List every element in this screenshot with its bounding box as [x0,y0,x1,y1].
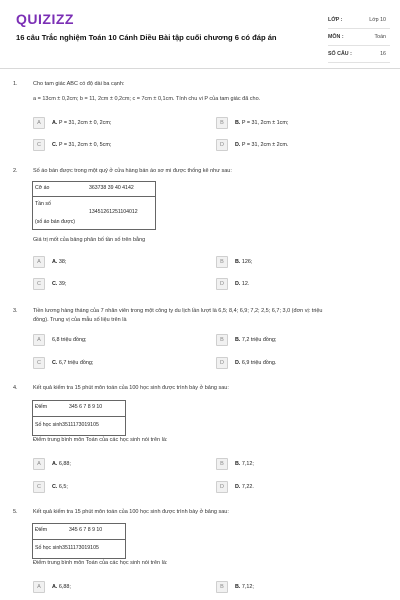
option-a[interactable]: A A. 6,88; [33,580,71,594]
question-number: 1. [13,81,18,87]
question-stem: Kết quả kiểm tra 15 phút môn toán của 100 học sinh được trình bày ở bảng sau: [33,509,229,515]
meta-question-count: SỐ CÂU : 16 [328,46,390,63]
option-letter: D [216,139,228,151]
option-d[interactable]: D D. P = 31, 2cm ± 2cm. [216,138,288,152]
option-c[interactable]: C C. 39; [33,277,66,291]
quizizz-logo: QUIZIZZ [16,11,74,27]
option-letter: D [216,481,228,493]
option-d[interactable]: D D. 12. [216,277,249,291]
option-b[interactable]: B B. 7,2 triệu đồng; [216,333,276,347]
meta-panel [328,12,390,63]
question-stem: Tiền lương hàng tháng của 7 nhân viên trong một công ty du lịch lần lượt là 6,5; 8,4; 6,9; 7,2; 2,5; 6,7; 3,0 (đơn vị: triệu đồng). Trung vị của mẫu số liệu trên là [33,308,323,323]
question-stem: Số áo bán được trong một quý ở cửa hàng bán áo sơ mi được thống kê như sau: [33,168,232,174]
worksheet-page: QUIZIZZ 16 câu Trắc nghiệm Toán 10 Cánh Diều Bài tập cuối chương 6 có đáp án LỚP : Lớp 10 MÔN : Toán SỐ CÂU : 16 1. Cho tam giác ABC có độ dài ba cạnh: a = 13cm ± 0,2cm; b = 11, 2cm ± 0,2cm; c = 7cm ± 0,1cm. Tính chu vi P của tam giác đã cho. A A. P = 31, 2cm ± 0, 2cm; B B. P = 31, 2cm ± 1cm; C C. P = 31, 2cm ± 0, 5cm; D D. P = 31, 2cm ± 2cm. 2. Số áo bán được trong một quý ở cửa hàng bán áo sơ mi được thống kê như sau: Cỡ áo 363738 39 40 4142 Tần số 13451261251104012 (số áo bán được) Giá trị mốt của bảng phân bố tần số trên bằng A A. 38; B B. 126; C C. 39; D D. 12. 3. Tiền lương hàng tháng của 7 nhân viên trong một công ty du lịch lần lượt là 6,5; 8,4; 6,9; 7,2; 2,5; 6,7; 3,0 (đơn vị: triệu đồng). Trung vị của mẫu số liệu trên là A 6,8 triệu đồng; B B. 7,2 triệu đồng; C C. 6,7 triệu đồng; D D. 6,9 triệu đồng. 4. Kết quả kiểm tra 15 phút môn toán của 100 học sinh được trình bày ở bảng sau: Điểm 345 6 7 8 9 10 Số học sinh3511173019105 Điểm trung bình môn Toán của các học sinh nói trên là: A A. 6,88; B B. 7,12; C C. 6,5; D D. 7,22. 5. Kết quả kiểm tra 15 phút môn toán của 100 học sinh được trình bày ở bảng sau: Điểm 345 6 7 8 9 10 Số học sinh3511173019105 Điểm trung bình môn Toán của các học sinh nói trên là: A A. 6,88; B B. 7,12; [0,0,400,600]
option-b[interactable]: B B. P = 31, 2cm ± 1cm; [216,116,288,130]
question-number: 3. [13,308,18,314]
table-row: Tần số 13451261251104012 (số áo bán được) [35,201,138,225]
option-letter: A [33,334,45,346]
question-number: 5. [13,509,18,515]
score-table [32,523,126,559]
option-b[interactable]: B B. 7,12; [216,457,254,471]
option-letter: C [33,139,45,151]
option-letter: C [33,481,45,493]
option-letter: B [216,458,228,470]
option-letter: B [216,256,228,268]
table-row: Số học sinh3511173019105 [35,545,99,551]
option-letter: A [33,581,45,593]
option-letter: B [216,334,228,346]
option-a[interactable]: A A. 6,88; [33,457,71,471]
option-letter: B [216,117,228,129]
table-row: Cỡ áo 363738 39 40 4142 [33,182,155,197]
option-letter: D [216,357,228,369]
question-stem: Cho tam giác ABC có độ dài ba cạnh: a = 13cm ± 0,2cm; b = 11, 2cm ± 0,2cm; c = 7cm ± 0,1cm. Tính chu vi P của tam giác đã cho. [33,81,261,102]
table-row: Điểm 345 6 7 8 9 10 [33,524,125,540]
option-letter: C [33,278,45,290]
question-number: 4. [13,385,18,391]
option-c[interactable]: C C. P = 31, 2cm ± 0, 5cm; [33,138,111,152]
option-letter: A [33,256,45,268]
option-letter: A [33,117,45,129]
option-c[interactable]: C C. 6,5; [33,480,68,494]
option-d[interactable]: D D. 7,22. [216,480,254,494]
meta-subject: MÔN : Toán [328,29,390,46]
option-a[interactable]: A 6,8 triệu đồng; [33,333,86,347]
meta-class: LỚP : Lớp 10 [328,12,390,29]
option-b[interactable]: B B. 7,12; [216,580,254,594]
table-row: Điểm 345 6 7 8 9 10 [33,401,125,417]
option-a[interactable]: A A. P = 31, 2cm ± 0, 2cm; [33,116,111,130]
table-row: Số học sinh3511173019105 [35,422,99,428]
option-letter: C [33,357,45,369]
page-title: 16 câu Trắc nghiệm Toán 10 Cánh Diều Bài tập cuối chương 6 có đáp án [16,33,277,42]
question-number: 2. [13,168,18,174]
option-letter: D [216,278,228,290]
option-c[interactable]: C C. 6,7 triệu đồng; [33,356,93,370]
option-letter: A [33,458,45,470]
question-stem: Kết quả kiểm tra 15 phút môn toán của 100 học sinh được trình bày ở bảng sau: [33,385,229,391]
header-divider [0,68,400,69]
score-table [32,400,126,436]
option-b[interactable]: B B. 126; [216,255,252,269]
option-a[interactable]: A A. 38; [33,255,66,269]
frequency-table [32,181,156,230]
option-letter: B [216,581,228,593]
option-d[interactable]: D D. 6,9 triệu đồng. [216,356,276,370]
